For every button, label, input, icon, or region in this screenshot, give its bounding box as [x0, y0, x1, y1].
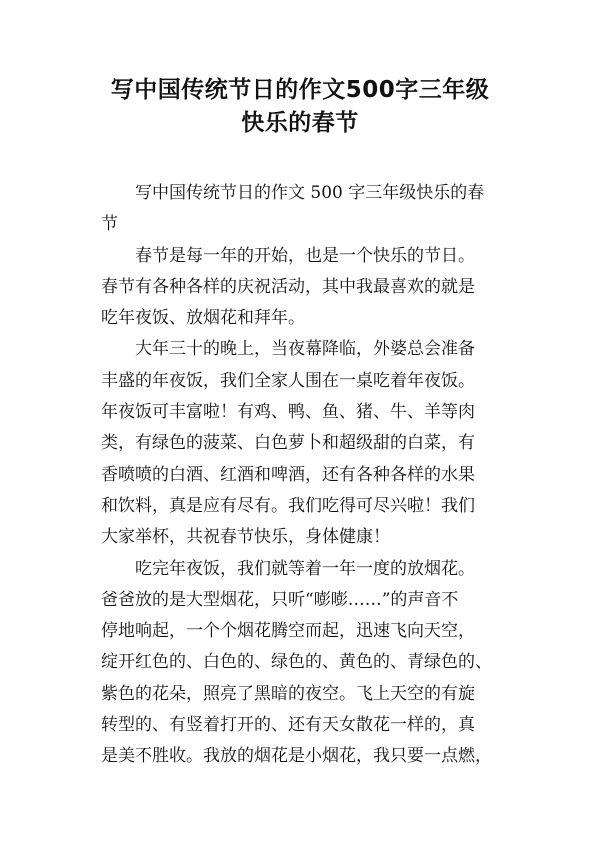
- paragraph-1-line-2: 节: [101, 214, 118, 235]
- paragraph-4-line-4: 绽开红色的、白色的、绿色的、黄色的、青绿色的、: [101, 652, 492, 673]
- paragraph-2-line-2: 春节有各种各样的庆祝活动，其中我最喜欢的就是: [101, 276, 475, 297]
- title-line-2: 快乐的春节: [241, 110, 359, 136]
- paragraph-1-line-1: 写中国传统节日的作文 500 字三年级快乐的春: [135, 183, 485, 203]
- paragraph-4-line-3: 停地响起，一个个烟花腾空而起，迅速飞向天空，: [101, 621, 475, 642]
- paragraph-3-line-3: 年夜饭可丰富啦！有鸡、鸭、鱼、猪、牛、羊等肉: [101, 402, 475, 423]
- paragraph-4-line-5: 紫色的花朵，照亮了黑暗的夜空。飞上天空的有旋: [101, 683, 475, 704]
- document-body: [101, 178, 501, 773]
- title-line-1: 写中国传统节日的作文500字三年级: [110, 77, 490, 103]
- paragraph-2-line-1: 春节是每一年的开始，也是一个快乐的节日。: [135, 245, 475, 266]
- paragraph-3-line-5: 香喷喷的白酒、红酒和啤酒，还有各种各样的水果: [101, 464, 475, 485]
- paragraph-2-line-3: 吃年夜饭、放烟花和拜年。: [101, 308, 305, 329]
- paragraph-4-line-1: 吃完年夜饭，我们就等着一年一度的放烟花。: [135, 558, 475, 579]
- paragraph-3-line-2: 丰盛的年夜饭，我们全家人围在一桌吃着年夜饭。: [101, 370, 475, 391]
- paragraph-4-line-2: 爸爸放的是大型烟花，只听“嘭嘭……”的声音不: [101, 589, 459, 610]
- paragraph-4-line-6: 转型的、有竖着打开的、还有天女散花一样的，真: [101, 715, 475, 736]
- paragraph-3-line-4: 类，有绿色的菠菜、白色萝卜和超级甜的白菜，有: [101, 433, 475, 454]
- paragraph-4-line-7: 是美不胜收。我放的烟花是小烟花，我只要一点燃，: [101, 746, 492, 767]
- paragraph-3-line-7: 大家举杯，共祝春节快乐，身体健康！: [101, 527, 390, 548]
- document-title: [40, 74, 560, 140]
- paragraph-3-line-1: 大年三十的晚上，当夜幕降临，外婆总会准备: [135, 339, 475, 360]
- paragraph-3-line-6: 和饮料，真是应有尽有。我们吃得可尽兴啦！我们: [101, 495, 475, 516]
